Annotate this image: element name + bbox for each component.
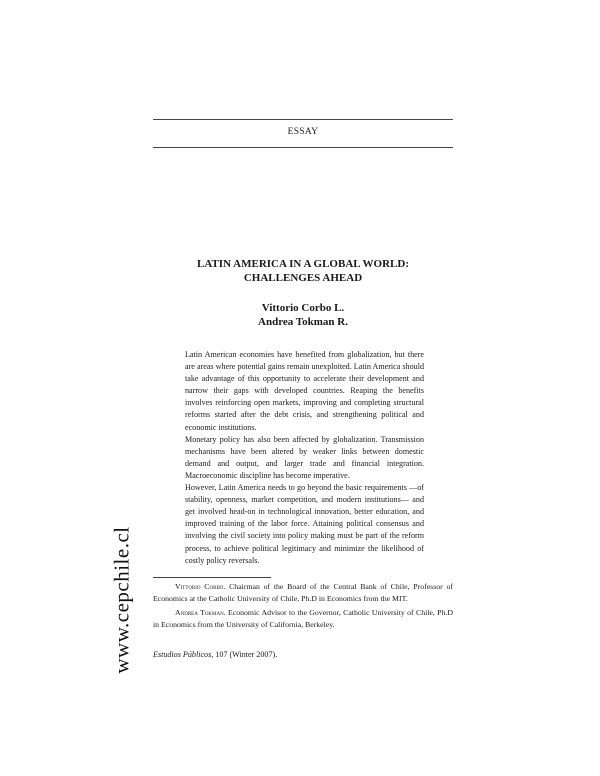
- header-top-rule: [153, 119, 453, 120]
- footnote-separator: [153, 577, 271, 578]
- footnote-text: . Chairman of the Board of the Central Bank of Chile, Professor of Economics at the Catholic University of Chile, Ph.D in Economics from the MIT.: [153, 582, 453, 603]
- footnote-author-1: [153, 581, 453, 604]
- header-bottom-rule: [153, 147, 453, 148]
- abstract-paragraph: However, Latin America needs to go beyond the basic requirements —of stability, openness, market competition, and modern institutions— and get involved head-on in technological innovation, better education, and improved training of the labor force. Attaining political consensus and involving the civil society into policy making must be part of the reform process, to achieve political legitimacy and minimize the likelihood of costly policy reversals.: [185, 483, 424, 565]
- title-line: LATIN AMERICA IN A GLOBAL WORLD:: [197, 258, 409, 270]
- abstract-paragraph: Latin American economies have benefited from globalization, but there are areas where potential gains remain unexploited. Latin America should take advantage of this opportunity to accelerate their development and narrow their gaps with developed countries. Reaping the benefits involves reinforcing open markets, improving and completing structural reforms started after the debt crisis, and strengthening political and economic institutions.: [185, 350, 424, 432]
- journal-name: Estudios Públicos: [153, 650, 212, 659]
- section-label: ESSAY: [287, 127, 319, 137]
- site-watermark: www.cepchile.cl: [109, 526, 134, 674]
- footnote-text: . Economic Advisor to the Governor, Catholic University of Chile, Ph.D in Economics from the University of California, Berkeley.: [153, 608, 454, 629]
- author-name: Andrea Tokman R.: [258, 316, 348, 328]
- footnote-author-2: [153, 607, 453, 630]
- title-line: CHALLENGES AHEAD: [243, 272, 363, 284]
- author-list: [150, 301, 456, 329]
- author-name: Vittorio Corbo L.: [261, 302, 345, 314]
- article-title: [150, 257, 456, 285]
- footnote-name: Andrea Tokman: [175, 608, 224, 617]
- abstract-paragraph: Monetary policy has also been affected by globalization. Transmission mechanisms have been altered by weaker links between domestic demand and output, and larger trade and financial integration. Macroeconomic discipline has become imperative.: [185, 434, 424, 480]
- citation-details: , 107 (Winter 2007).: [211, 650, 278, 659]
- journal-citation: [153, 650, 277, 659]
- footnote-name: Vittorio Corbo: [175, 582, 224, 591]
- abstract: [185, 349, 424, 567]
